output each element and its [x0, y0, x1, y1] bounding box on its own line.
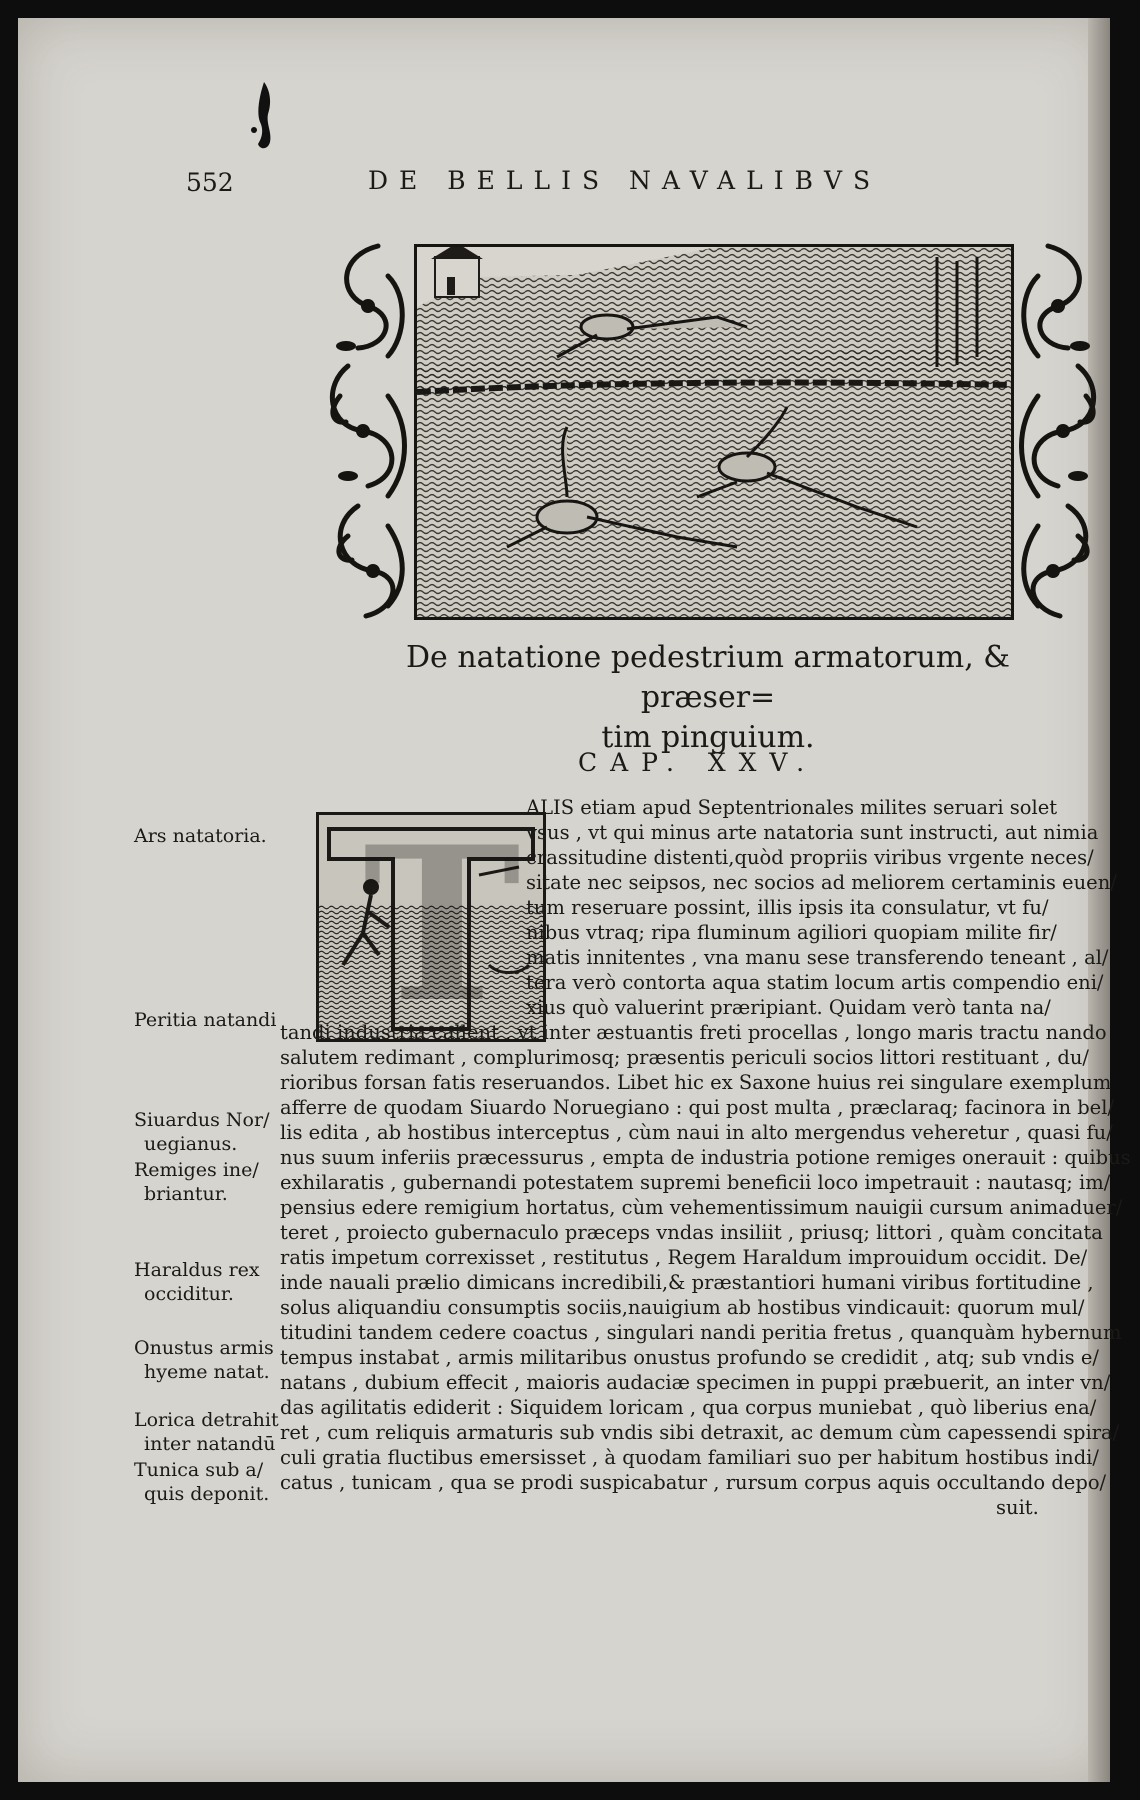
body-line: culi gratia fluctibus emersisset , à quodam familiari suo per habitum hostibus indi/ [280, 1446, 1099, 1469]
margin-note: Remiges ine/ briantur. [134, 1159, 259, 1205]
woodcut-illustration-frame [318, 236, 1108, 626]
body-line: titudini tandem cedere coactus , singulari nandi peritia fretus , quanquàm hybernum [280, 1321, 1122, 1344]
body-line: natans , dubium effecit , maioris audaciæ specimen in puppi præbuerit, an inter vn/ [280, 1371, 1111, 1394]
initial-letter: T [363, 812, 521, 1042]
body-line: das agilitatis ediderit : Siquidem loricam , qua corpus muniebat , quò liberius ena/ [280, 1396, 1097, 1419]
margin-note: Peritia natandi [134, 1009, 277, 1031]
body-line: tandi industria callent , vt inter æstuantis freti procellas , longo maris tractu nando [280, 1021, 1107, 1044]
body-line: inde nauali prælio dimicans incredibili,& præstantiori humani viribus fortitudine , [280, 1271, 1094, 1294]
body-line: matis innitentes , vna manu sese transferendo teneant , al/ [526, 946, 1109, 969]
body-line: ret , cum reliquis armaturis sub vndis sibi detraxit, ac demum cùm capessendi spira/ [280, 1421, 1120, 1444]
chapter-title [348, 638, 1068, 758]
body-line: suit. [996, 1496, 1039, 1519]
margin-note: Tunica sub a/ quis deponit. [134, 1459, 270, 1505]
body-line: tum reseruare possint, illis ipsis ita consulatur, vt fu/ [526, 896, 1049, 919]
body-line: ALIS etiam apud Septentrionales milites seruari solet [526, 796, 1058, 819]
body-line: solus aliquandiu consumptis sociis,nauigium ab hostibus vindicauit: quorum mul/ [280, 1296, 1085, 1319]
body-line: catus , tunicam , qua se prodi suspicabatur , rursum corpus aquis occultando depo/ [280, 1471, 1107, 1494]
body-line: nibus vtraq; ripa fluminum agiliori quopiam milite fir/ [526, 921, 1057, 944]
body-line: tera verò contorta aqua statim locum artis compendio eni/ [526, 971, 1104, 994]
chapter-title-line-2: tim pinguium. [601, 720, 815, 755]
scroll-ornament-right-icon [1012, 236, 1108, 626]
body-line: salutem redimant , complurimosq; præsentis periculi socios littori restituant , du/ [280, 1046, 1089, 1069]
running-head: DE BELLIS NAVALIBVS [368, 166, 882, 195]
book-page [18, 18, 1131, 1782]
body-line: exhilaratis , gubernandi potestatem supremi beneficii loco impetrauit : nautasq; im/ [280, 1171, 1111, 1194]
chapter-number: CAP. XXV. [578, 748, 818, 777]
ink-blot-icon [250, 80, 278, 152]
scroll-ornament-left-icon [318, 236, 414, 626]
body-line: tempus instabat , armis militaribus onustus profundo se credidit , atq; sub vndis e/ [280, 1346, 1099, 1369]
body-line: sitate nec seipsos, nec socios ad meliorem certaminis euen/ [526, 871, 1117, 894]
body-line: vsus , vt qui minus arte natatoria sunt instructi, aut nimia [526, 821, 1099, 844]
body-line: teret , proiecto gubernaculo præceps vndas insiliit , priusq; littori , quàm concitata [280, 1221, 1103, 1244]
body-line: pensius edere remigium hortatus, cùm vehementissimum nauigii cursum animaduer/ [280, 1196, 1123, 1219]
page-number: 552 [186, 168, 234, 197]
body-line: ratis impetum correxisset , restitutus , Regem Haraldum improuidum occidit. De/ [280, 1246, 1088, 1269]
body-line: lis edita , ab hostibus interceptus , cùm naui in alto mergendus veheretur , quasi fu/ [280, 1121, 1113, 1144]
margin-note: Ars natatoria. [134, 825, 267, 847]
chapter-title-line-1: De natatione pedestrium armatorum, & præser= [406, 640, 1010, 715]
margin-note: Haraldus rex occiditur. [134, 1259, 260, 1305]
body-line: afferre de quodam Siuardo Noruegiano : qui post multa , præclaraq; facinora in bel/ [280, 1096, 1115, 1119]
margin-note: Lorica detrahit inter natandū [134, 1409, 279, 1455]
body-line: crassitudine distenti,quòd propriis viribus vrgente neces/ [526, 846, 1094, 869]
margin-note: Onustus armis hyeme natat. [134, 1337, 274, 1383]
margin-note: Siuardus Nor/ uegianus. [134, 1109, 270, 1155]
woodcut-swimming-soldiers-image [414, 244, 1014, 620]
body-line: xius quò valuerint præripiant. Quidam verò tanta na/ [526, 996, 1051, 1019]
decorated-initial [316, 812, 546, 1042]
body-line: nus suum inferiis præcessurus , empta de industria potione remiges onerauit : quibus [280, 1146, 1131, 1169]
body-line: rioribus forsan fatis reseruandos. Libet hic ex Saxone huius rei singulare exemplum [280, 1071, 1112, 1094]
